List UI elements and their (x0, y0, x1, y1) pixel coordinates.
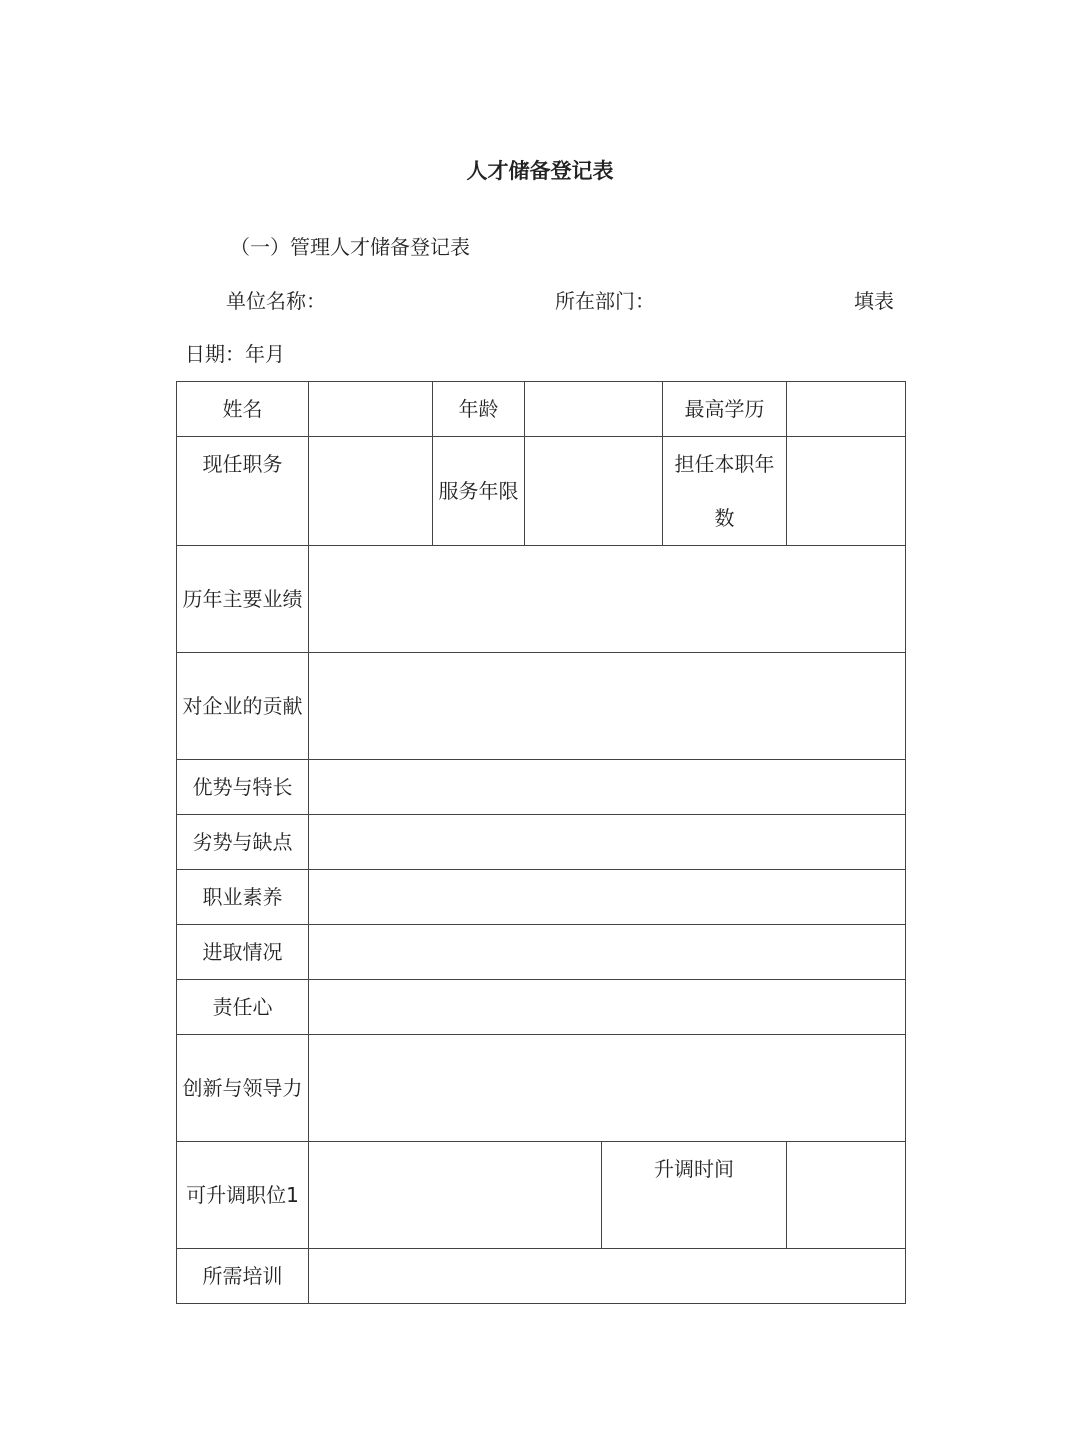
promotion-time-label: 升调时间 (602, 1142, 787, 1249)
table-row (177, 980, 906, 1035)
achievements-label: 历年主要业绩 (177, 546, 309, 653)
position-years-label: 担任本职年数 (663, 437, 787, 546)
date-label: 日期：年月 (185, 342, 285, 366)
registration-table (176, 381, 906, 1304)
table-row (177, 437, 906, 546)
age-value[interactable] (525, 382, 663, 437)
table-row (177, 1142, 906, 1249)
unit-name-label: 单位名称： (226, 289, 326, 313)
leadership-label: 创新与领导力 (177, 1035, 309, 1142)
ambition-value[interactable] (309, 925, 906, 980)
professionalism-value[interactable] (309, 870, 906, 925)
department-label: 所在部门： (555, 289, 655, 313)
responsibility-value[interactable] (309, 980, 906, 1035)
name-label: 姓名 (177, 382, 309, 437)
table-row (177, 1249, 906, 1304)
promotion-position-value[interactable] (309, 1142, 602, 1249)
promotion-position-label: 可升调职位1 (177, 1142, 309, 1249)
age-label: 年龄 (433, 382, 525, 437)
service-years-value[interactable] (525, 437, 663, 546)
education-label: 最高学历 (663, 382, 787, 437)
document-title: 人才储备登记表 (466, 159, 614, 183)
strengths-value[interactable] (309, 760, 906, 815)
training-value[interactable] (309, 1249, 906, 1304)
table-row (177, 1035, 906, 1142)
position-label: 现任职务 (177, 437, 309, 546)
training-label: 所需培训 (177, 1249, 309, 1304)
promotion-time-value[interactable] (787, 1142, 906, 1249)
table-row (177, 653, 906, 760)
ambition-label: 进取情况 (177, 925, 309, 980)
section-heading: （一）管理人才储备登记表 (230, 235, 470, 259)
fill-label: 填表 (854, 289, 894, 313)
table-row (177, 870, 906, 925)
table-row (177, 925, 906, 980)
achievements-value[interactable] (309, 546, 906, 653)
responsibility-label: 责任心 (177, 980, 309, 1035)
professionalism-label: 职业素养 (177, 870, 309, 925)
position-value[interactable] (309, 437, 433, 546)
contribution-value[interactable] (309, 653, 906, 760)
weaknesses-value[interactable] (309, 815, 906, 870)
table-row (177, 382, 906, 437)
table-row (177, 546, 906, 653)
contribution-label: 对企业的贡献 (177, 653, 309, 760)
education-value[interactable] (787, 382, 906, 437)
name-value[interactable] (309, 382, 433, 437)
table-row (177, 760, 906, 815)
table-row (177, 815, 906, 870)
position-years-value[interactable] (787, 437, 906, 546)
leadership-value[interactable] (309, 1035, 906, 1142)
weaknesses-label: 劣势与缺点 (177, 815, 309, 870)
strengths-label: 优势与特长 (177, 760, 309, 815)
service-years-label: 服务年限 (433, 437, 525, 546)
